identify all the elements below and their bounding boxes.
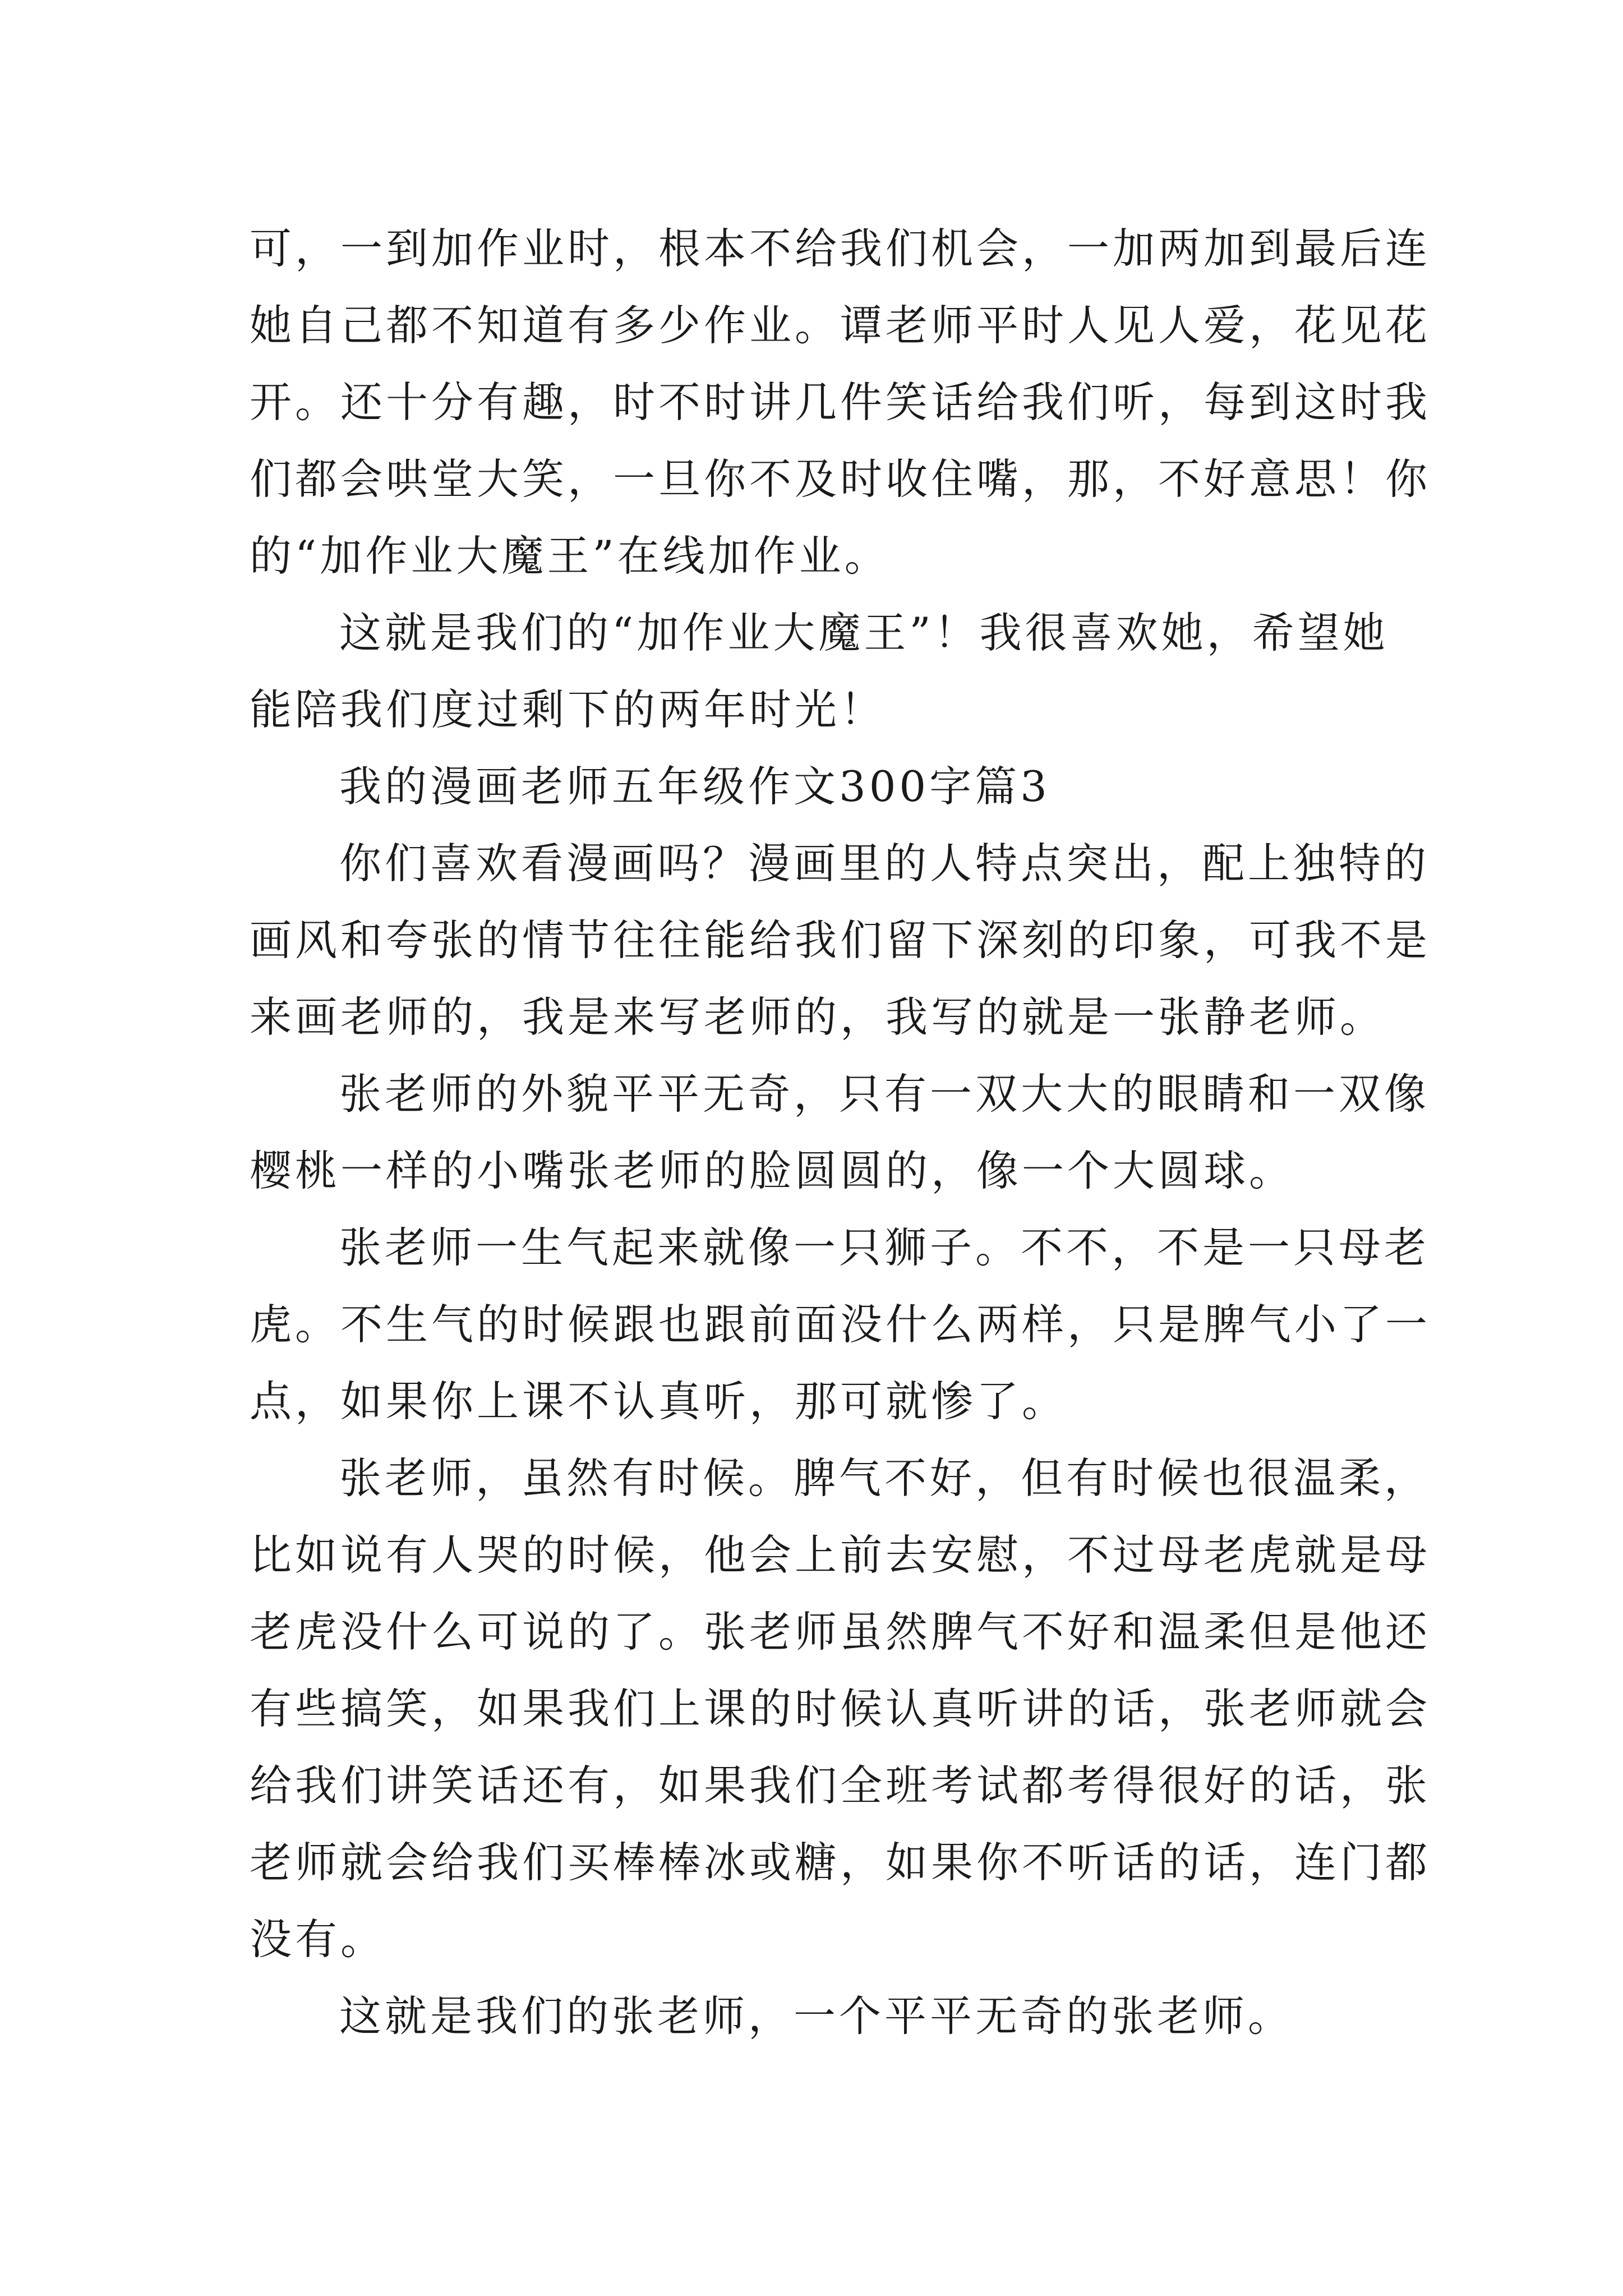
text-line: 们都会哄堂大笑，一旦你不及时收住嘴，那，不好意思！你 [250,454,1431,504]
text-line: 这就是我们的“加作业大魔王”！我很喜欢她，希望她 [339,608,1389,657]
text-line: 开。还十分有趣，时不时讲几件笑话给我们听，每到这时我 [250,378,1431,427]
paragraph [250,825,1431,1056]
paragraph [250,595,1389,748]
heading-line: 我的漫画老师五年级作文300字篇3 [339,762,1050,811]
text-line: 有些搞笑，如果我们上课的时候认真听讲的话，张老师就会 [250,1684,1431,1733]
paragraph [250,210,1431,595]
text-line: 樱桃一样的小嘴张老师的脸圆圆的，像一个大圆球。 [250,1146,1295,1195]
text-line: 的“加作业大魔王”在线加作业。 [250,531,890,581]
text-line: 张老师的外貌平平无奇，只有一双大大的眼睛和一双像 [339,1069,1430,1119]
text-line: 比如说有人哭的时候，他会上前去安慰，不过母老虎就是母 [250,1530,1431,1580]
text-line: 可，一到加作业时，根本不给我们机会，一加两加到最后连 [250,224,1431,273]
text-line: 点，如果你上课不认真听，那可就惨了。 [250,1377,1068,1426]
paragraph [250,1978,1382,2055]
text-line: 没有。 [250,1915,386,1964]
text-line: 能陪我们度过剩下的两年时光！ [250,685,886,734]
paragraph [250,1440,1431,1978]
text-line: 张老师，虽然有时候。脾气不好，但有时候也很温柔， [339,1453,1430,1503]
text-line: 画风和夸张的情节往往能给我们留下深刻的印象，可我不是 [250,915,1431,965]
text-line: 老师就会给我们买棒棒冰或糖，如果你不听话的话，连门都 [250,1838,1431,1887]
text-line: 虎。不生气的时候跟也跟前面没什么两样，只是脾气小了一 [250,1300,1431,1349]
text-line: 这就是我们的张老师，一个平平无奇的张老师。 [339,1991,1294,2041]
text-line: 张老师一生气起来就像一只狮子。不不，不是一只母老 [339,1223,1430,1272]
document-body [250,210,1431,2055]
text-line: 她自己都不知道有多少作业。谭老师平时人见人爱，花见花 [250,301,1431,350]
text-line: 你们喜欢看漫画吗？漫画里的人特点突出，配上独特的 [339,839,1430,888]
paragraph [250,1056,1430,1209]
paragraph [250,1209,1431,1440]
text-line: 老虎没什么可说的了。张老师虽然脾气不好和温柔但是他还 [250,1607,1431,1657]
text-line: 给我们讲笑话还有，如果我们全班考试都考得很好的话，张 [250,1761,1431,1810]
section-heading [250,748,1382,825]
text-line: 来画老师的，我是来写老师的，我写的就是一张静老师。 [250,992,1386,1042]
